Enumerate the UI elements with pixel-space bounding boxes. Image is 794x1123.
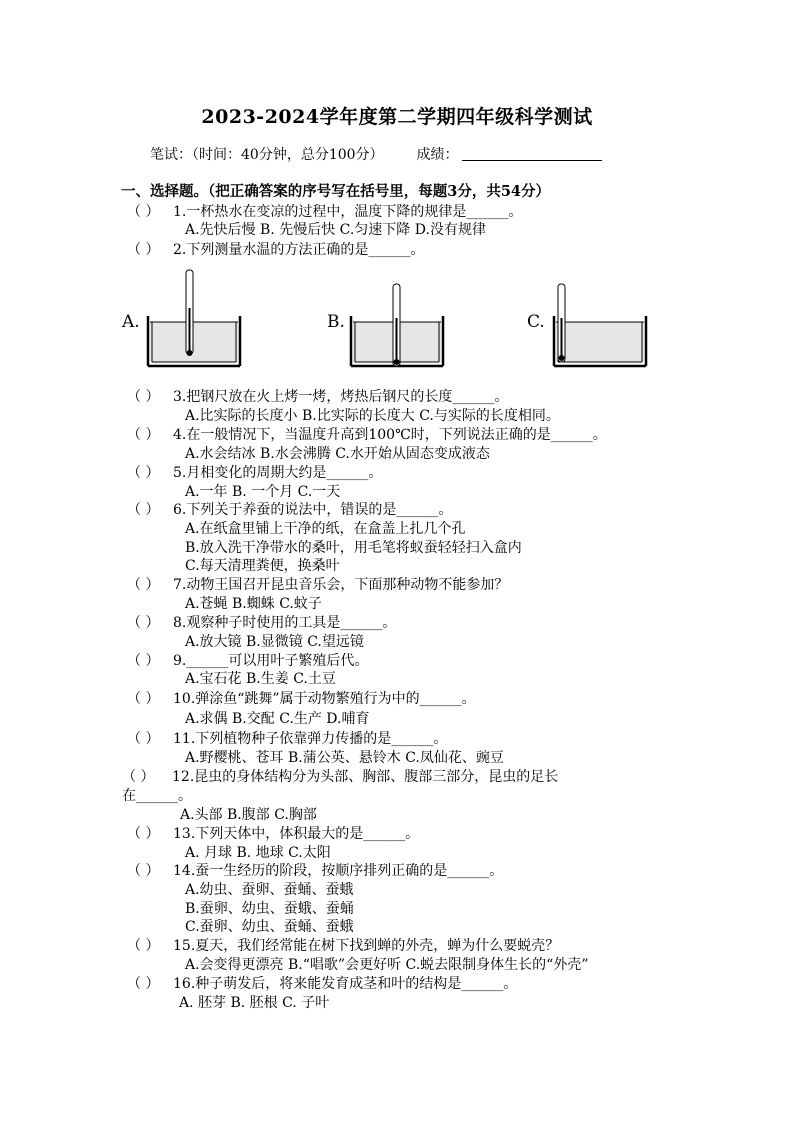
answer-bracket[interactable]: （ ） xyxy=(127,691,160,707)
question-stem: 15.夏天，我们经常能在树下找到蝉的外壳，蝉为什么要蜕壳？ xyxy=(173,938,560,954)
question-7 xyxy=(127,576,508,594)
question-14-option-c: C.蚕卵、幼虫、蚕蛹、蚕蛾 xyxy=(185,919,354,935)
exam-time-info: 笔试：（时间：40分钟，总分100分） xyxy=(150,147,384,163)
question-15 xyxy=(127,937,559,955)
question-stem: 10.弹涂鱼“跳舞”属于动物繁殖行为中的______。 xyxy=(173,691,476,707)
question-10 xyxy=(127,690,476,708)
answer-bracket[interactable]: （ ） xyxy=(127,938,160,954)
answer-bracket[interactable]: （ ） xyxy=(127,653,160,669)
question-stem: 8.观察种子时使用的工具是______。 xyxy=(173,615,397,631)
question-4 xyxy=(127,426,607,444)
question-12-stem-continued: 在______。 xyxy=(122,788,192,804)
page-title: 2023-2024学年度第二学期四年级科学测试 xyxy=(201,106,593,128)
question-3 xyxy=(127,388,508,406)
question-15-options: A.会变得更漂亮 B.“唱歌”会更好听 C.蜕去限制身体生长的“外壳” xyxy=(185,957,589,973)
question-stem: 1.一杯热水在变凉的过程中，温度下降的规律是______。 xyxy=(173,204,523,220)
question-5-options: A.一年 B. 一个月 C.一天 xyxy=(185,484,341,500)
question-6 xyxy=(127,501,452,519)
question-stem: 7.动物王国召开昆虫音乐会，下面那种动物不能参加？ xyxy=(173,577,509,593)
figure-a-label: A. xyxy=(122,312,140,332)
question-1 xyxy=(127,203,522,221)
figure-c-thermometer-beaker xyxy=(550,268,654,373)
answer-bracket[interactable]: （ ） xyxy=(127,976,160,992)
question-7-options: A.苍蝇 B.蜘蛛 C.蚊子 xyxy=(185,596,322,612)
question-stem: 11.下列植物种子依靠弹力传播的是______。 xyxy=(173,731,448,747)
answer-bracket[interactable]: （ ） xyxy=(127,863,160,879)
question-10-options: A.求偶 B.交配 C.生产 D.哺育 xyxy=(185,711,370,727)
question-6-option-a: A.在纸盒里铺上干净的纸，在盒盖上扎几个孔 xyxy=(185,521,466,537)
exam-info xyxy=(150,144,602,164)
answer-bracket[interactable]: （ ） xyxy=(127,826,160,842)
score-blank[interactable] xyxy=(462,160,602,161)
figure-b-thermometer-beaker xyxy=(347,268,451,373)
question-5 xyxy=(127,464,382,482)
question-stem: 13.下列天体中，体积最大的是______。 xyxy=(173,826,420,842)
question-16-options: A. 胚芽 B. 胚根 C. 子叶 xyxy=(179,995,330,1011)
question-11 xyxy=(127,730,447,748)
question-stem: 4.在一般情况下，当温度升高到100℃时，下列说法正确的是______。 xyxy=(173,427,607,443)
question-stem: 6.下列关于养蚕的说法中，错误的是______。 xyxy=(173,502,453,518)
question-14-option-b: B.蚕卵、幼虫、蚕蛾、蚕蛹 xyxy=(185,901,354,917)
answer-bracket[interactable]: （ ） xyxy=(127,204,160,220)
question-stem: 5.月相变化的周期大约是______。 xyxy=(173,465,383,481)
question-13 xyxy=(127,825,419,843)
water xyxy=(150,322,238,362)
water xyxy=(556,322,644,362)
question-6-option-b: B.放入洗干净带水的桑叶，用毛笔将蚁蚕轻轻扫入盒内 xyxy=(185,540,522,556)
question-12 xyxy=(122,768,558,786)
question-stem: 3.把钢尺放在火上烤一烤，烤热后钢尺的长度______。 xyxy=(173,389,509,405)
question-stem: 2.下列测量水温的方法正确的是______。 xyxy=(173,242,425,258)
question-14 xyxy=(127,862,503,880)
answer-bracket[interactable]: （ ） xyxy=(127,427,160,443)
question-1-options: A.先快后慢 B. 先慢后快 C.匀速下降 D.没有规律 xyxy=(185,222,486,238)
answer-bracket[interactable]: （ ） xyxy=(127,577,160,593)
question-stem: 12.昆虫的身体结构分为头部、胸部、腹部三部分，昆虫的足长 xyxy=(172,769,559,785)
figure-b-label: B. xyxy=(327,312,345,332)
question-stem: 14.蚕一生经历的阶段，按顺序排列正确的是______。 xyxy=(173,863,504,879)
question-stem: 16.种子萌发后，将来能发育成茎和叶的结构是______。 xyxy=(173,976,518,992)
question-stem: 9.______可以用叶子繁殖后代。 xyxy=(173,653,369,669)
answer-bracket[interactable]: （ ） xyxy=(127,242,160,258)
question-2 xyxy=(127,241,424,259)
question-9-options: A.宝石花 B.生姜 C.土豆 xyxy=(185,671,336,687)
question-6-option-c: C.每天清理粪便，换桑叶 xyxy=(185,558,340,574)
question-8-options: A.放大镜 B.显微镜 C.望远镜 xyxy=(185,634,364,650)
question-9 xyxy=(127,652,368,670)
question-12-options: A.头部 B.腹部 C.胸部 xyxy=(180,807,317,823)
question-14-option-a: A.幼虫、蚕卵、蚕蛹、蚕蛾 xyxy=(185,882,354,898)
answer-bracket[interactable]: （ ） xyxy=(127,615,160,631)
score-label: 成绩： xyxy=(416,147,459,163)
question-4-options: A.水会结冰 B.水会沸腾 C.水开始从固态变成液态 xyxy=(185,446,490,462)
answer-bracket[interactable]: （ ） xyxy=(127,389,160,405)
thermometer-figures xyxy=(122,268,662,378)
question-3-options: A.比实际的长度小 B.比实际的长度大 C.与实际的长度相同。 xyxy=(185,408,560,424)
question-11-options: A.野樱桃、苍耳 B.蒲公英、悬铃木 C.凤仙花、豌豆 xyxy=(185,750,504,766)
section-heading: 一、选择题。（把正确答案的序号写在括号里，每题3分，共54分） xyxy=(121,183,551,200)
question-13-options: A. 月球 B. 地球 C.太阳 xyxy=(185,845,331,861)
figure-c-label: C. xyxy=(527,312,545,332)
question-8 xyxy=(127,614,396,632)
figure-a-thermometer-beaker xyxy=(144,268,248,373)
question-16 xyxy=(127,975,517,993)
answer-bracket[interactable]: （ ） xyxy=(122,769,155,785)
answer-bracket[interactable]: （ ） xyxy=(127,731,160,747)
answer-bracket[interactable]: （ ） xyxy=(127,465,160,481)
answer-bracket[interactable]: （ ） xyxy=(127,502,160,518)
